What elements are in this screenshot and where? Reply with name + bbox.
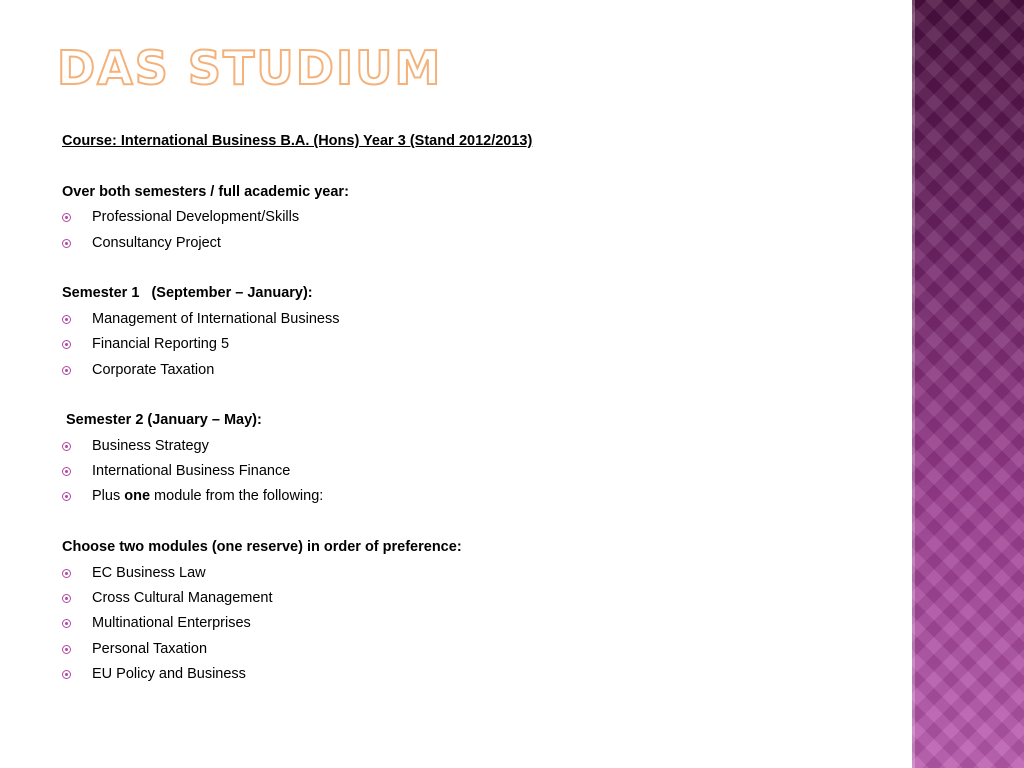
list-item-label: Financial Reporting 5: [92, 336, 230, 353]
circle-bullet-icon: [62, 492, 71, 501]
plus-prefix: Plus: [92, 488, 125, 505]
circle-bullet-icon: [62, 645, 71, 654]
list-item: [62, 561, 882, 586]
course-line: Course: International Business B.A. (Hons) Year 3 (Stand 2012/2013): [62, 133, 533, 149]
list-item: [62, 205, 882, 230]
list-item-label: International Business Finance: [92, 463, 291, 480]
circle-bullet-icon: [62, 594, 71, 603]
section-heading-sem1: Semester 1 (September – January):: [62, 285, 313, 302]
section-heading-both: Over both semesters / full academic year:: [62, 183, 349, 200]
list-item-label: Personal Taxation: [92, 640, 208, 657]
slide-content: [62, 129, 882, 688]
list-item: [62, 459, 882, 484]
list-item-label: EU Policy and Business: [92, 666, 246, 683]
circle-bullet-icon: [62, 340, 71, 349]
list-item-label: Multinational Enterprises: [92, 615, 251, 632]
list-item-label: Management of International Business: [92, 310, 340, 327]
list-item: [62, 358, 882, 383]
list-item: [62, 434, 882, 459]
list-item-label: Business Strategy: [92, 437, 209, 454]
plus-suffix: module from the following:: [150, 488, 324, 505]
list-item-label: EC Business Law: [92, 564, 206, 581]
list-item-label: Corporate Taxation: [92, 361, 215, 378]
circle-bullet-icon: [62, 366, 71, 375]
list-item-label: Cross Cultural Management: [92, 590, 273, 607]
list-item: [62, 611, 882, 636]
list-item: [62, 662, 882, 687]
circle-bullet-icon: [62, 670, 71, 679]
side-panel-edge: [912, 0, 915, 768]
circle-bullet-icon: [62, 467, 71, 476]
list-item: [62, 484, 882, 509]
list-item-label: Professional Development/Skills: [92, 209, 300, 226]
circle-bullet-icon: [62, 315, 71, 324]
section-heading-choose: Choose two modules (one reserve) in order of preference:: [62, 539, 462, 556]
list-item: [62, 231, 882, 256]
list-item: [62, 307, 882, 332]
section-heading-sem2: Semester 2 (January – May):: [66, 412, 262, 429]
slide-title: DAS STUDIUM: [57, 41, 443, 95]
circle-bullet-icon: [62, 619, 71, 628]
circle-bullet-icon: [62, 239, 71, 248]
list-item: [62, 586, 882, 611]
plus-bold: one: [124, 488, 151, 505]
list-item: [62, 637, 882, 662]
circle-bullet-icon: [62, 442, 71, 451]
circle-bullet-icon: [62, 213, 71, 222]
circle-bullet-icon: [62, 569, 71, 578]
list-item: [62, 332, 882, 357]
list-item-label: Consultancy Project: [92, 234, 221, 251]
decorative-side-panel: [912, 0, 1024, 768]
